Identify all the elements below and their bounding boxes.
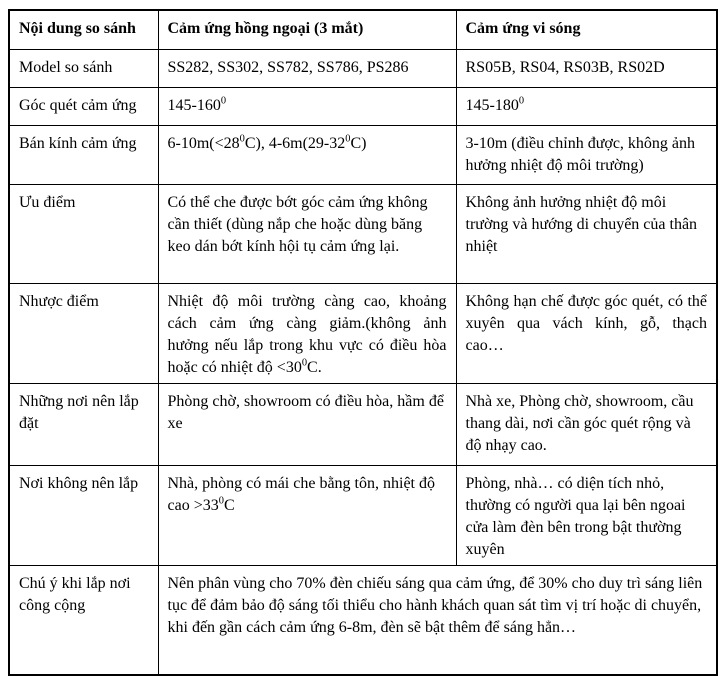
header-comparison-content: Nội dung so sánh — [9, 10, 158, 49]
infrared-cell: Nhiệt độ môi trường càng cao, khoảng cách cảm ứng càng giảm.(không ảnh hưởng nếu lắp trong khu vực có điều hòa hoặc có nhiệt độ $<30^0C$. — [158, 283, 456, 383]
row-label: Bán kính cảm ứng — [9, 125, 158, 184]
sensor-comparison-table — [8, 9, 718, 676]
header-infrared-sensor: Cảm ứng hồng ngoại (3 mắt) — [158, 10, 456, 49]
row-label: Chú ý khi lắp nơi công cộng — [9, 565, 158, 675]
row-label: Nhược điểm — [9, 283, 158, 383]
infrared-cell: Có thể che được bớt góc cảm ứng không cần thiết (dùng nắp che hoặc dùng băng keo dán bớt kính hội tụ cảm ứng lại. — [158, 184, 456, 283]
microwave-cell: 3-10m (điều chỉnh được, không ảnh hưởng nhiệt độ môi trường) — [456, 125, 717, 184]
microwave-cell: $145-180^0$ — [456, 87, 717, 125]
microwave-cell: Không ảnh hưởng nhiệt độ môi trường và hướng di chuyển của thân nhiệt — [456, 184, 717, 283]
microwave-cell: Phòng, nhà… có diện tích nhỏ, thường có người qua lại bên ngoai cửa làm đèn bên trong bật thường xuyên — [456, 465, 717, 565]
infrared-cell: SS282, SS302, SS782, SS786, PS286 — [158, 49, 456, 87]
microwave-cell: Không hạn chế được góc quét, có thể xuyên qua vách kính, gỗ, thạch cao… — [456, 283, 717, 383]
row-label: Những nơi nên lắp đặt — [9, 383, 158, 465]
row-label: Model so sánh — [9, 49, 158, 87]
public-install-note-cell: Nên phân vùng cho 70% đèn chiếu sáng qua cảm ứng, để 30% cho duy trì sáng liên tục để đảm bảo độ sáng tối thiểu cho hành khách quan sát tìm vị trí hoặc di chuyển, khi đến gần cách cảm ứng 6-8m, đèn sẽ bật thêm để sáng hẳn… — [158, 565, 717, 675]
microwave-cell: Nhà xe, Phòng chờ, showroom, cầu thang dài, nơi cần góc quét rộng và độ nhạy cao. — [456, 383, 717, 465]
table-row-recommended-places — [9, 383, 717, 465]
microwave-cell: RS05B, RS04, RS03B, RS02D — [456, 49, 717, 87]
table-row-public-install-note — [9, 565, 717, 675]
table-row-model — [9, 49, 717, 87]
infrared-cell: $145-160^0$ — [158, 87, 456, 125]
table-row-advantages — [9, 184, 717, 283]
table-row-disadvantages — [9, 283, 717, 383]
table-row-scan-angle — [9, 87, 717, 125]
table-row-sensing-radius — [9, 125, 717, 184]
infrared-cell: Phòng chờ, showroom có điều hòa, hầm để xe — [158, 383, 456, 465]
table-header-row — [9, 10, 717, 49]
infrared-cell: $6-10m(<28^0C)$, $4-6m(29-32^0C)$ — [158, 125, 456, 184]
row-label: Góc quét cảm ứng — [9, 87, 158, 125]
row-label: Ưu điểm — [9, 184, 158, 283]
table-row-not-recommended-places — [9, 465, 717, 565]
infrared-cell: Nhà, phòng có mái che bằng tôn, nhiệt độ cao $>33^0C$ — [158, 465, 456, 565]
row-label: Nơi không nên lắp — [9, 465, 158, 565]
header-microwave-sensor: Cảm ứng vi sóng — [456, 10, 717, 49]
